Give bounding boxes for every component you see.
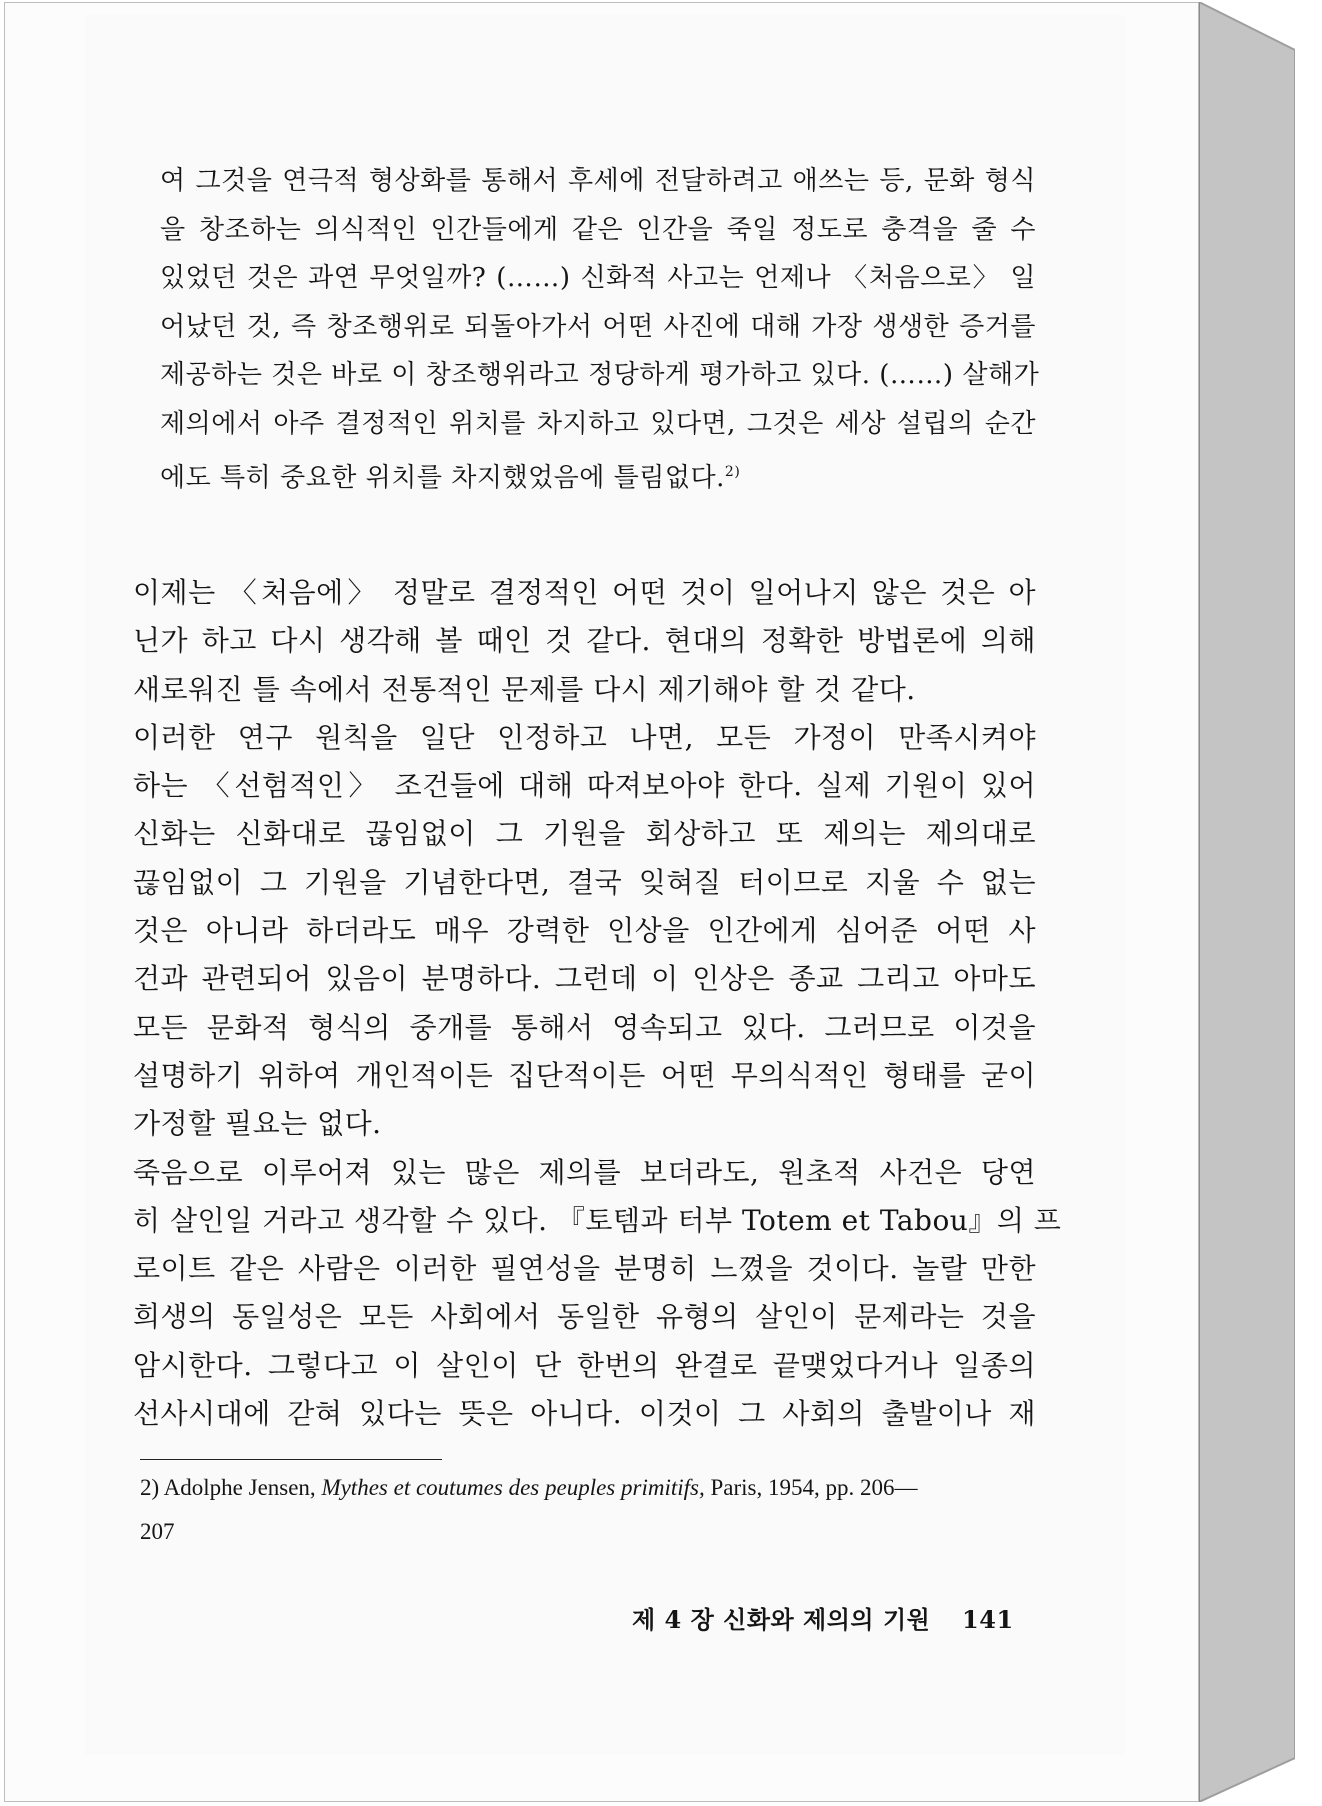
- body-line: 로이트 같은 사람은 이러한 필연성을 분명히 느꼈을 것이다. 놀랄 만한: [133, 1252, 1036, 1286]
- block-quote: [160, 157, 1040, 497]
- body-line: 가정할 필요는 없다.: [133, 1107, 382, 1141]
- body-line: 것은 아니라 하더라도 매우 강력한 인상을 인간에게 심어준 어떤 사: [133, 914, 1036, 948]
- body-line: 희생의 동일성은 모든 사회에서 동일한 유형의 살인이 문제라는 것을: [133, 1300, 1036, 1334]
- footnote-continuation: 207: [140, 1519, 175, 1544]
- body-line: 죽음으로 이루어져 있는 많은 제의를 보더라도, 원초적 사건은 당연: [133, 1155, 1036, 1189]
- quote-line: 제의에서 아주 결정적인 위치를 차지하고 있다면, 그것은 세상 설립의 순간: [160, 408, 1036, 439]
- quote-line: 어났던 것, 즉 창조행위로 되돌아가서 어떤 사진에 대해 가장 생생한 증거를: [160, 311, 1036, 342]
- body-line: 히 살인일 거라고 생각할 수 있다. 『토템과 터부 Totem et Tabou』의 프: [133, 1203, 1062, 1237]
- body-text: [133, 569, 1062, 1438]
- quote-line: 을 창조하는 의식적인 인간들에게 같은 인간을 죽일 정도로 충격을 줄 수: [160, 214, 1036, 245]
- footnote: [140, 1475, 1040, 1501]
- footnote-number: 2): [140, 1475, 160, 1500]
- page-number: 141: [962, 1605, 1014, 1634]
- quote-line: 여 그것을 연극적 형상화를 통해서 후세에 전달하려고 애쓰는 등, 문화 형식: [160, 166, 1036, 196]
- book-thickness-side: [1199, 2, 1295, 1802]
- body-line: 암시한다. 그렇다고 이 살인이 단 한번의 완결로 끝맺었다거나 일종의: [133, 1348, 1036, 1382]
- quote-line-last: [160, 448, 1036, 497]
- body-line: 모든 문화적 형식의 중개를 통해서 영속되고 있다. 그러므로 이것을: [133, 1010, 1036, 1044]
- body-line: 새로워진 틀 속에서 전통적인 문제를 다시 제기해야 할 것 같다.: [133, 672, 916, 706]
- body-line: 신화는 신화대로 끊임없이 그 기원을 회상하고 또 제의는 제의대로: [133, 817, 1036, 851]
- footnote-reference: 2): [724, 464, 741, 480]
- body-line: 하는 〈선험적인〉 조건들에 대해 따져보아야 한다. 실제 기원이 있어: [133, 769, 1036, 803]
- body-line: 이제는 〈처음에〉 정말로 결정적인 어떤 것이 일어나지 않은 것은 아: [133, 576, 1036, 609]
- body-line: 끊임없이 그 기원을 기념한다면, 결국 잊혀질 터이므로 지울 수 없는: [133, 865, 1036, 899]
- footnote-separator: [140, 1459, 442, 1460]
- footnote-publication: Paris, 1954, pp. 206—: [710, 1475, 918, 1500]
- quote-line: 있었던 것은 과연 무엇일까? (……) 신화적 사고는 언제나 〈처음으로〉 일: [160, 263, 1036, 293]
- quote-line: 제공하는 것은 바로 이 창조행위라고 정당하게 평가하고 있다. (……) 살해가: [160, 360, 1040, 390]
- body-line: 설명하기 위하여 개인적이든 집단적이든 어떤 무의식적인 형태를 굳이: [133, 1058, 1036, 1092]
- footnote-author: Adolphe Jensen,: [163, 1475, 316, 1500]
- chapter-title: 제 4 장 신화와 제의의 기원: [632, 1605, 931, 1634]
- quote-line-text: 에도 특히 중요한 위치를 차지했었음에 틀림없다.: [160, 463, 725, 493]
- body-line: 닌가 하고 다시 생각해 볼 때인 것 같다. 현대의 정확한 방법론에 의해: [133, 624, 1036, 658]
- footnote-title: Mythes et coutumes des peuples primitifs,: [321, 1475, 705, 1500]
- body-line: 선사시대에 갇혀 있다는 뜻은 아니다. 이것이 그 사회의 출발이나 재: [133, 1397, 1036, 1431]
- body-line: 건과 관련되어 있음이 분명하다. 그런데 이 인상은 종교 그리고 아마도: [133, 962, 1036, 996]
- body-line: 이러한 연구 원칙을 일단 인정하고 나면, 모든 가정이 만족시켜야: [133, 720, 1036, 754]
- running-footer: [632, 1600, 1014, 1635]
